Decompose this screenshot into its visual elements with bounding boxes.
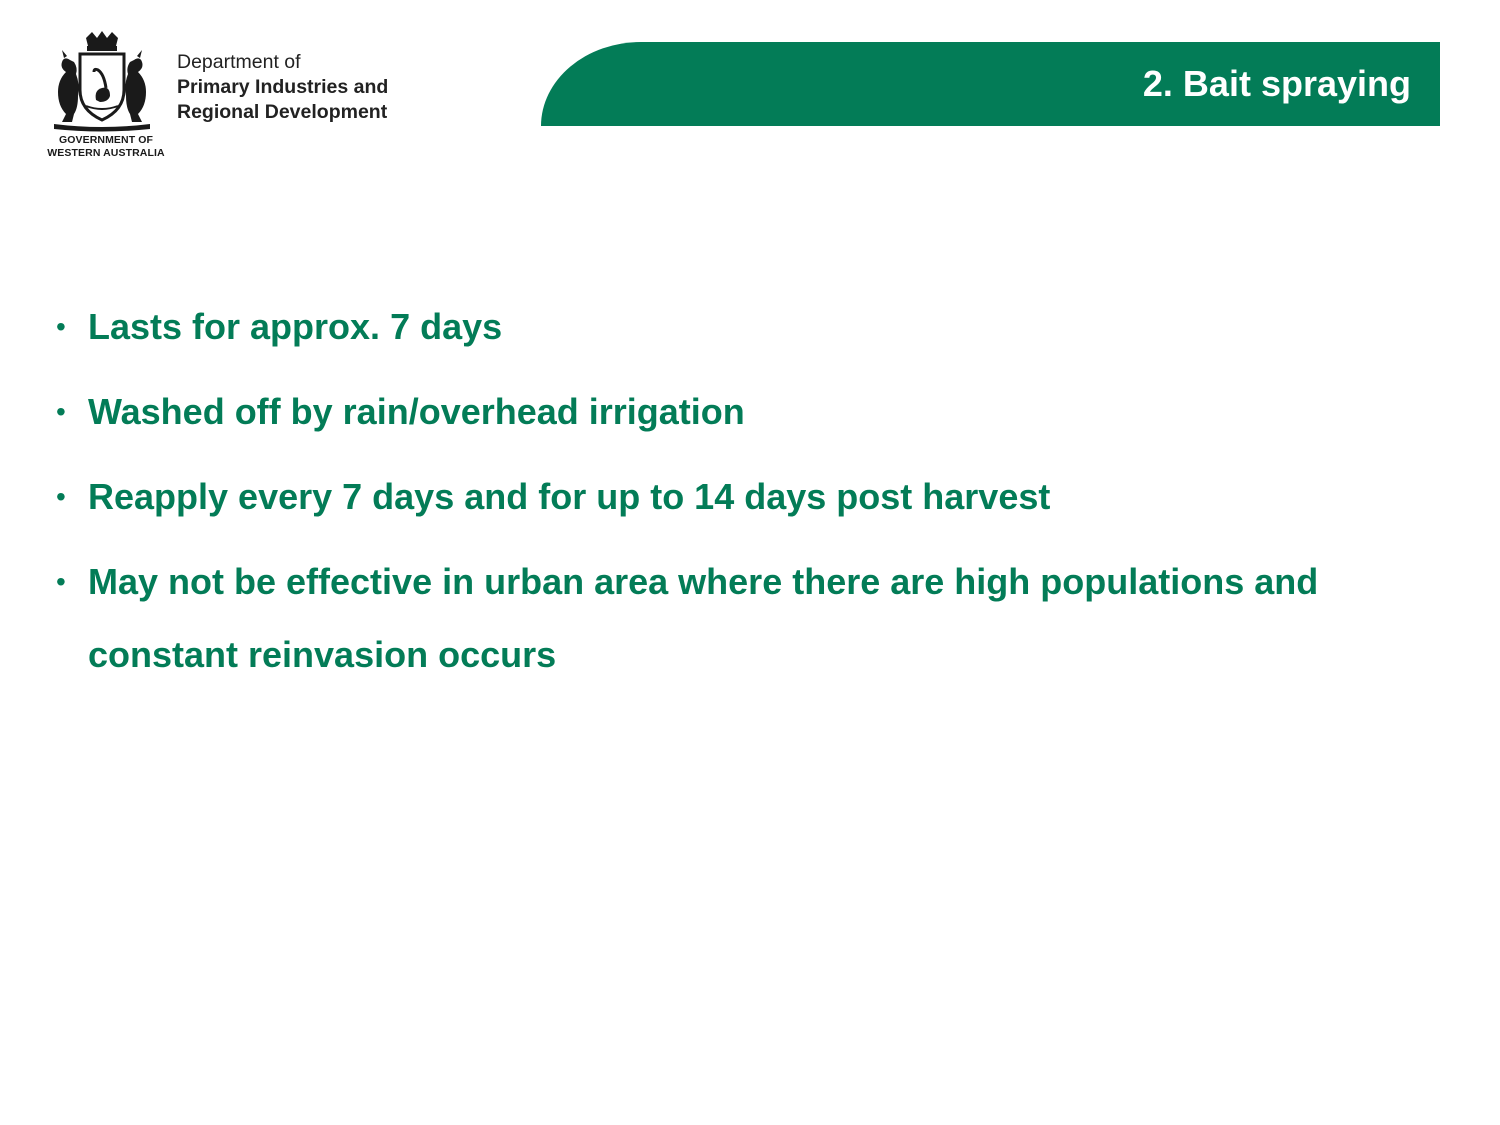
wa-coat-of-arms-icon xyxy=(36,30,168,132)
slide-title: 2. Bait spraying xyxy=(1142,63,1411,104)
bullet-dot-icon: • xyxy=(56,396,66,427)
bullet-text: Lasts for approx. 7 days xyxy=(88,306,503,347)
government-label-line1: GOVERNMENT OF xyxy=(58,134,154,146)
bullet-dot-icon: • xyxy=(56,566,66,597)
department-line-2: Primary Industries and xyxy=(177,76,389,98)
government-label xyxy=(36,134,176,160)
bullet-dot-icon: • xyxy=(56,311,66,342)
bullet-list xyxy=(56,290,1456,703)
bullet-item xyxy=(56,290,1456,363)
government-label-line2: WESTERN AUSTRALIA xyxy=(47,147,165,159)
bullet-text: Washed off by rain/overhead irrigation xyxy=(88,391,745,432)
title-banner xyxy=(541,42,1440,126)
bullet-item xyxy=(56,545,1456,691)
bullet-item xyxy=(56,460,1456,533)
department-line-3: Regional Development xyxy=(177,101,388,123)
bullet-item xyxy=(56,375,1456,448)
bullet-text: May not be effective in urban area where there are high populations and constant reinvasion occurs xyxy=(88,561,1319,675)
bullet-dot-icon: • xyxy=(56,481,66,512)
bullet-text: Reapply every 7 days and for up to 14 days post harvest xyxy=(88,476,1051,517)
department-line-1: Department of xyxy=(177,51,301,73)
department-name xyxy=(177,50,388,125)
dpird-logo xyxy=(36,30,456,165)
